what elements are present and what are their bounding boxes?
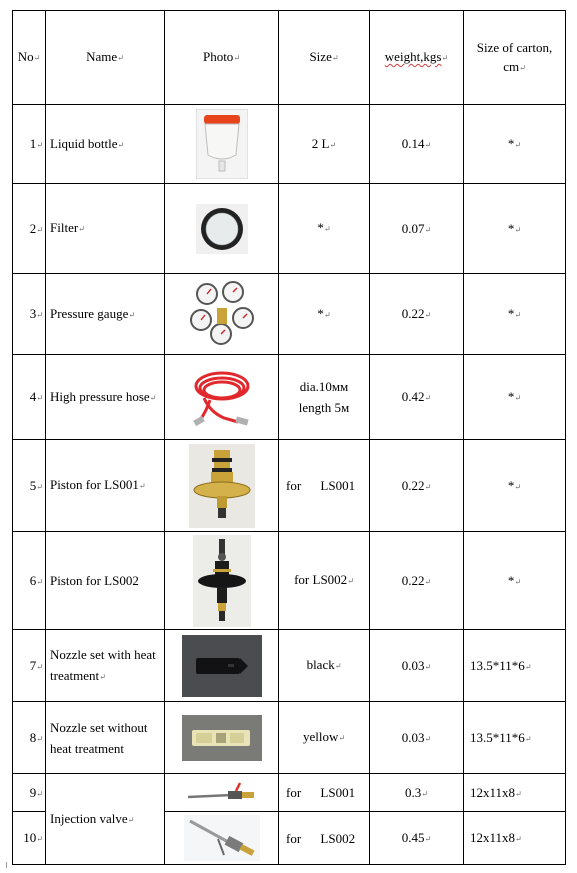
item-weight: 0.3↵ [370,774,464,812]
row-number: 3↵ [13,274,46,355]
item-photo [165,812,279,865]
table-row [13,184,566,274]
item-size: for LS002↵ [279,532,370,630]
item-photo [165,105,279,184]
item-carton: *↵ [464,274,566,355]
item-name: Injection valve↵ [46,774,165,865]
item-size: for LS001 [279,440,370,532]
item-size: yellow↵ [279,702,370,774]
item-carton: *↵ [464,532,566,630]
product-table [12,10,566,865]
row-number: 9↵ [13,774,46,812]
filter-photo [196,204,248,254]
row-number: 4↵ [13,355,46,440]
item-photo [165,274,279,355]
item-photo [165,532,279,630]
item-weight: 0.03↵ [370,630,464,702]
item-weight: 0.42↵ [370,355,464,440]
table-row [13,532,566,630]
header-name: Name↵ [46,11,165,105]
item-size: 2 L↵ [279,105,370,184]
table-row [13,274,566,355]
liquid-bottle-photo [196,109,248,179]
item-carton: 12x11x8↵ [464,812,566,865]
item-weight: 0.45↵ [370,812,464,865]
item-photo [165,184,279,274]
item-name: Nozzle set with heat treatment↵ [46,630,165,702]
injection-valve-ls001-photo [184,780,260,806]
item-weight: 0.07↵ [370,184,464,274]
item-name: Piston for LS002 [46,532,165,630]
item-carton: *↵ [464,440,566,532]
header-size: Size↵ [279,11,370,105]
piston-ls002-photo [193,535,251,627]
item-weight: 0.14↵ [370,105,464,184]
item-carton: 13.5*11*6↵ [464,630,566,702]
item-carton: *↵ [464,105,566,184]
row-number: 10↵ [13,812,46,865]
table-row [13,440,566,532]
row-number: 8↵ [13,702,46,774]
item-name: Nozzle set without heat treatment [46,702,165,774]
pressure-gauge-photo [187,280,257,348]
header-no: No↵ [13,11,46,105]
item-carton: *↵ [464,184,566,274]
item-size: for LS002 [279,812,370,865]
item-weight: 0.03↵ [370,702,464,774]
row-number: 6↵ [13,532,46,630]
table-row [13,702,566,774]
item-name: Pressure gauge↵ [46,274,165,355]
header-photo: Photo↵ [165,11,279,105]
header-weight: weight,kgs↵ [370,11,464,105]
table-row [13,355,566,440]
item-photo [165,355,279,440]
item-size: for LS001 [279,774,370,812]
piston-ls001-photo [189,444,255,528]
header-carton: Size of carton, cm↵ [464,11,566,105]
item-name: High pressure hose↵ [46,355,165,440]
item-name: Filter↵ [46,184,165,274]
table-row [13,774,566,812]
high-pressure-hose-photo [190,364,254,430]
row-number: 1↵ [13,105,46,184]
item-photo [165,702,279,774]
table-row [13,105,566,184]
injection-valve-ls002-photo [184,815,260,861]
nozzle-yellow-photo [182,715,262,761]
table-row [13,630,566,702]
row-number: 2↵ [13,184,46,274]
item-name: Liquid bottle↵ [46,105,165,184]
item-size: *↵ [279,274,370,355]
item-name: Piston for LS001↵ [46,440,165,532]
item-carton: *↵ [464,355,566,440]
item-photo [165,630,279,702]
nozzle-black-photo [182,635,262,697]
item-weight: 0.22↵ [370,532,464,630]
row-number: 7↵ [13,630,46,702]
item-size: *↵ [279,184,370,274]
item-size: dia.10мм length 5м [279,355,370,440]
header-row [13,11,566,105]
item-carton: 12x11x8↵ [464,774,566,812]
item-size: black↵ [279,630,370,702]
item-carton: 13.5*11*6↵ [464,702,566,774]
item-photo [165,774,279,812]
item-weight: 0.22↵ [370,274,464,355]
item-weight: 0.22↵ [370,440,464,532]
row-number: 5↵ [13,440,46,532]
item-photo [165,440,279,532]
page-corner-mark [6,862,13,868]
